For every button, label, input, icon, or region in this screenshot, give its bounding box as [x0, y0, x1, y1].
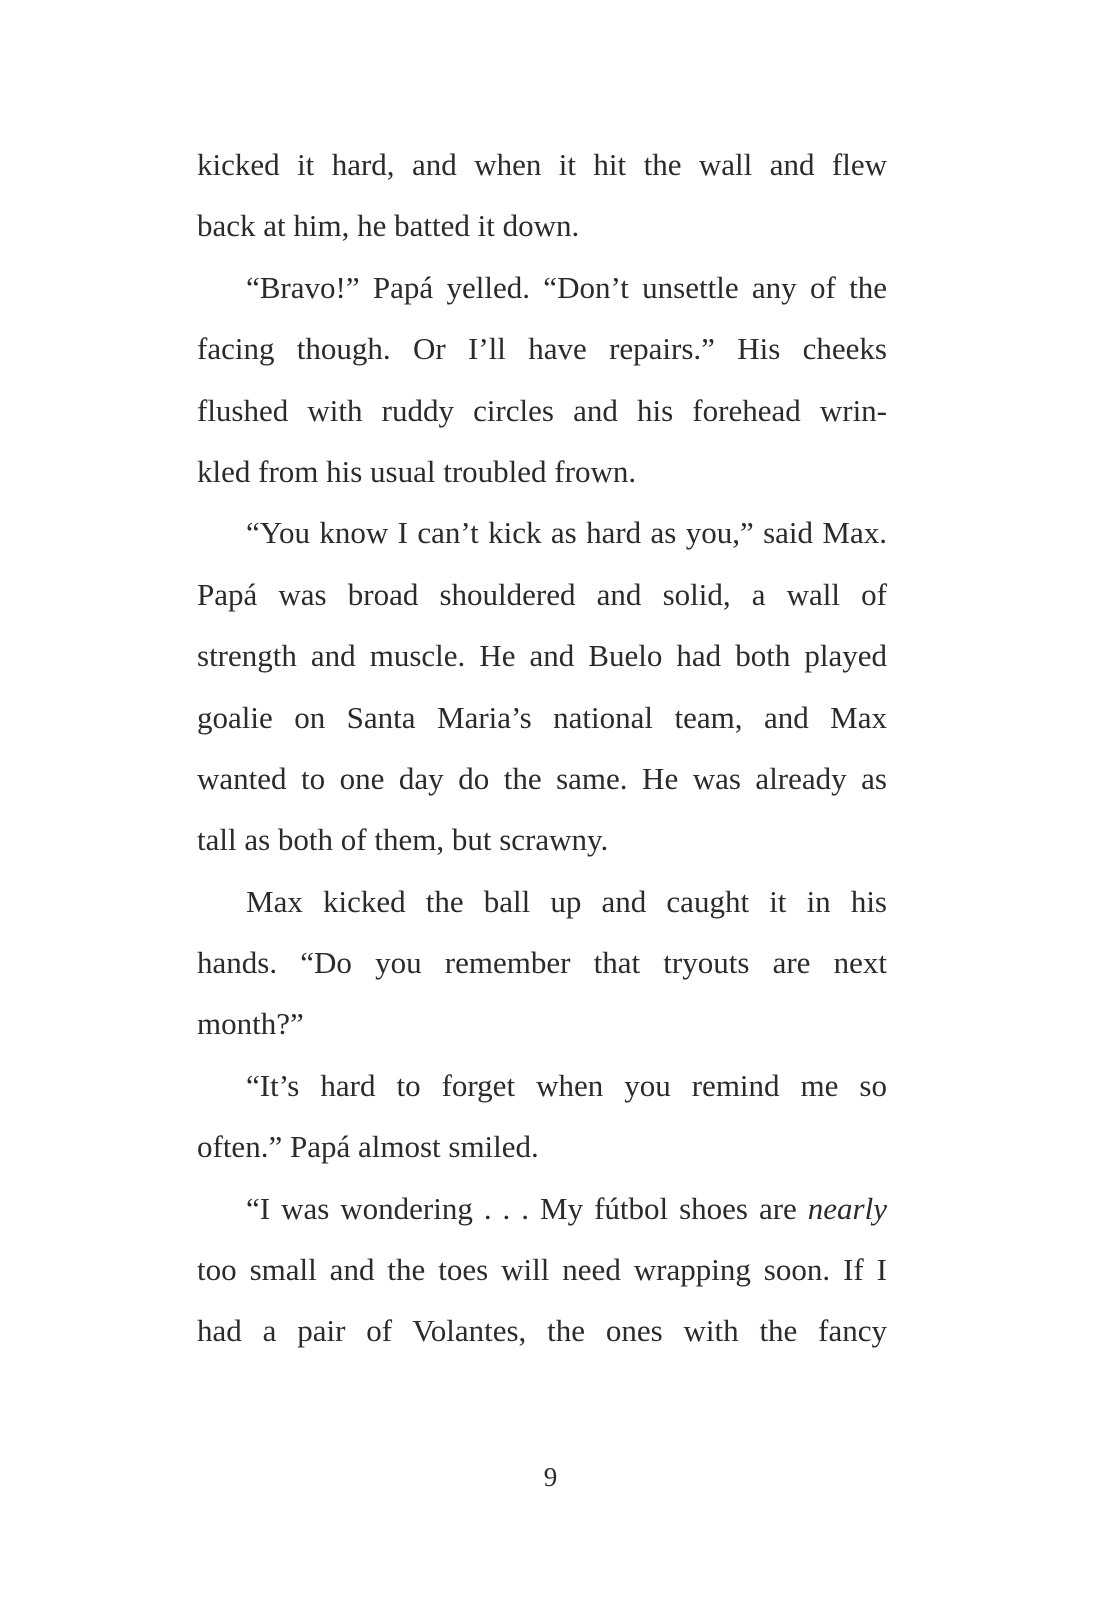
text-line: too small and the toes will need wrapping soon. If I	[197, 1252, 887, 1288]
emphasized-word: nearly	[807, 1190, 887, 1226]
text-line: kicked it hard, and when it hit the wall and flew	[197, 147, 887, 182]
text-line: goalie on Santa Maria’s national team, and Max	[197, 699, 887, 735]
text-line: flushed with ruddy circles and his forehead wrin-	[197, 392, 887, 428]
text-line: wanted to one day do the same. He was already as	[197, 760, 887, 796]
page-number: 9	[543, 1462, 558, 1492]
text-line: Papá was broad shouldered and solid, a wall of	[197, 576, 887, 612]
body-text	[197, 134, 887, 1362]
text-line: often.” Papá almost smiled.	[197, 1129, 539, 1165]
text-line: facing though. Or I’ll have repairs.” His cheeks	[197, 331, 887, 367]
text-line: had a pair of Volantes, the ones with the fancy	[197, 1313, 887, 1349]
text-line: strength and muscle. He and Buelo had both played	[197, 638, 887, 674]
text-line: tall as both of them, but scrawny.	[197, 822, 609, 858]
text-line-run: “I was wondering . . . My fútbol shoes are	[246, 1190, 808, 1226]
text-line: kled from his usual troubled frown.	[197, 453, 637, 489]
text-line	[197, 1178, 887, 1239]
text-line: “Bravo!” Papá yelled. “Don’t unsettle any of the	[246, 269, 887, 305]
text-line: back at him, he batted it down.	[197, 208, 580, 244]
text-line: “You know I can’t kick as hard as you,” said Max.	[246, 515, 887, 551]
text-line: “It’s hard to forget when you remind me so	[246, 1067, 887, 1103]
text-line: month?”	[197, 1006, 304, 1042]
text-line: hands. “Do you remember that tryouts are next	[197, 945, 887, 981]
text-line: Max kicked the ball up and caught it in his	[246, 883, 887, 919]
